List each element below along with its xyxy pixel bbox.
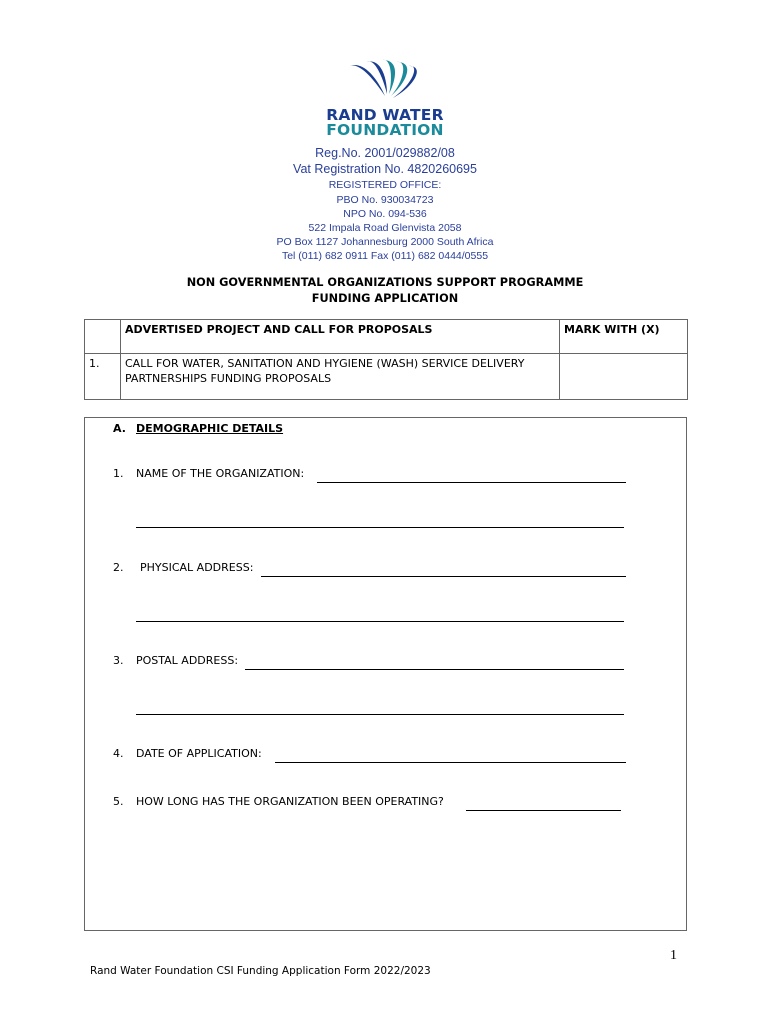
vat-number: Vat Registration No. 4820260695 bbox=[293, 162, 477, 176]
page-number: 1 bbox=[670, 948, 677, 963]
postal-address-field[interactable] bbox=[245, 669, 624, 670]
physical-address-field[interactable] bbox=[261, 576, 626, 577]
project-column-header: ADVERTISED PROJECT AND CALL FOR PROPOSALS bbox=[125, 323, 433, 336]
header-project-cell bbox=[121, 320, 560, 354]
row-project-cell bbox=[121, 354, 560, 400]
field-number-3: 3. bbox=[113, 654, 124, 667]
demographic-details-section bbox=[84, 417, 687, 931]
years-operating-label: HOW LONG HAS THE ORGANIZATION BEEN OPERATING? bbox=[136, 795, 444, 808]
section-letter: A. bbox=[113, 422, 126, 435]
header-mark-cell bbox=[560, 320, 688, 354]
field-number-1: 1. bbox=[113, 467, 124, 480]
organization-name-field[interactable] bbox=[317, 482, 626, 483]
header-number-cell bbox=[85, 320, 121, 354]
logo-text-foundation: FOUNDATION bbox=[326, 121, 444, 139]
mark-column-header: MARK WITH (X) bbox=[564, 323, 660, 336]
mark-cell[interactable] bbox=[560, 354, 688, 400]
npo-number: NPO No. 094-536 bbox=[343, 208, 427, 220]
physical-address-label: PHYSICAL ADDRESS: bbox=[140, 561, 254, 574]
project-line-2: PARTNERSHIPS FUNDING PROPOSALS bbox=[125, 372, 332, 385]
field-number-5: 5. bbox=[113, 795, 124, 808]
field-number-4: 4. bbox=[113, 747, 124, 760]
form-title: NON GOVERNMENTAL ORGANIZATIONS SUPPORT PROGRAMME bbox=[186, 276, 584, 289]
table-row bbox=[85, 354, 688, 400]
proposals-table bbox=[84, 319, 688, 400]
postal-box: PO Box 1127 Johannesburg 2000 South Africa bbox=[276, 236, 494, 248]
footer-text: Rand Water Foundation CSI Funding Application Form 2022/2023 bbox=[90, 965, 431, 977]
date-of-application-field[interactable] bbox=[275, 762, 626, 763]
table-header-row bbox=[85, 320, 688, 354]
organization-name-field-line-2[interactable] bbox=[136, 527, 624, 528]
water-wave-logo-icon bbox=[345, 56, 425, 104]
pbo-number: PBO No. 930034723 bbox=[336, 194, 434, 206]
field-number-2: 2. bbox=[113, 561, 124, 574]
years-operating-field[interactable] bbox=[466, 810, 621, 811]
form-subtitle: FUNDING APPLICATION bbox=[311, 292, 459, 305]
street-address: 522 Impala Road Glenvista 2058 bbox=[308, 222, 462, 234]
contact-numbers: Tel (011) 682 0911 Fax (011) 682 0444/0555 bbox=[281, 250, 489, 262]
organization-name-label: NAME OF THE ORGANIZATION: bbox=[136, 467, 305, 480]
project-line-1: CALL FOR WATER, SANITATION AND HYGIENE (WASH) SERVICE DELIVERY bbox=[125, 357, 525, 370]
physical-address-field-line-2[interactable] bbox=[136, 621, 624, 622]
date-of-application-label: DATE OF APPLICATION: bbox=[136, 747, 262, 760]
row-number: 1. bbox=[89, 357, 100, 370]
logo-text-rand-water: RAND WATER bbox=[326, 106, 444, 124]
registered-office-label: REGISTERED OFFICE: bbox=[328, 179, 442, 191]
section-title: DEMOGRAPHIC DETAILS bbox=[136, 422, 284, 435]
row-number-cell bbox=[85, 354, 121, 400]
postal-address-label: POSTAL ADDRESS: bbox=[136, 654, 239, 667]
reg-number: Reg.No. 2001/029882/08 bbox=[315, 146, 455, 160]
foundation-logo bbox=[0, 56, 770, 138]
postal-address-field-line-2[interactable] bbox=[136, 714, 624, 715]
